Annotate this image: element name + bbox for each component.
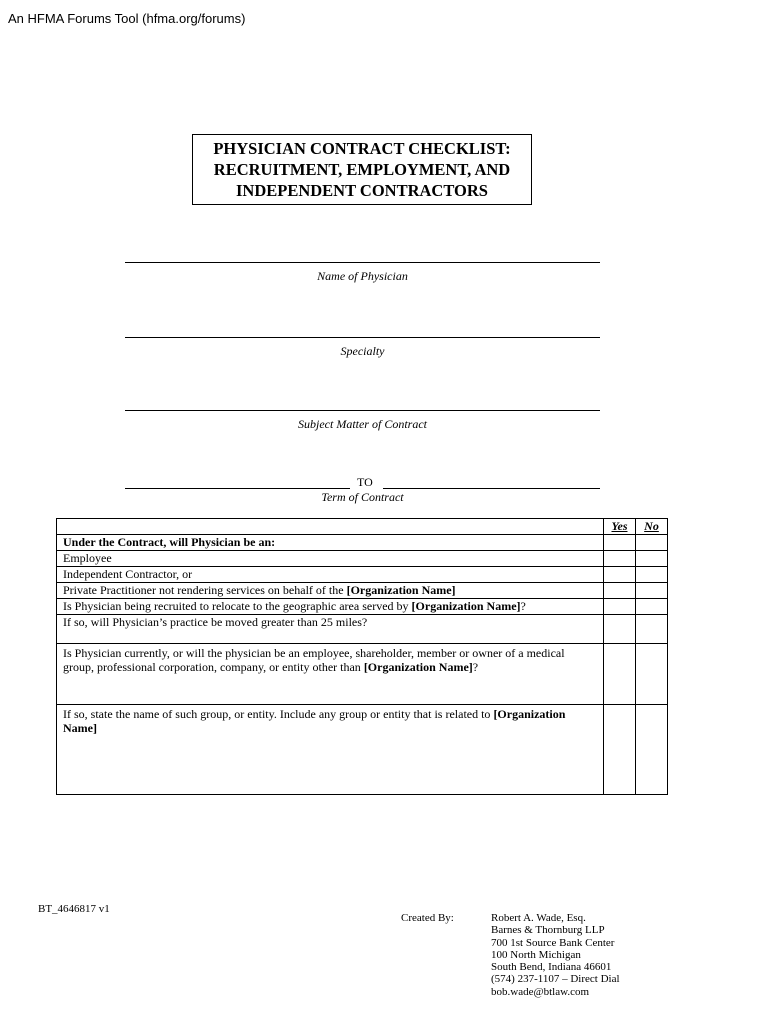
- author-address-block: [491, 912, 620, 998]
- no-checkbox-cell[interactable]: [636, 615, 668, 644]
- relocation-question: Is Physician being recruited to relocate to the geographic area served by [Organization Name]?: [57, 599, 604, 615]
- specialty-field: [125, 333, 600, 359]
- title-line-2: RECRUITMENT, EMPLOYMENT, AND: [213, 160, 511, 179]
- related-entity-question: If so, state the name of such group, or entity. Include any group or entity that is related to [Organization Name]: [57, 705, 604, 795]
- ownership-question: Is Physician currently, or will the physician be an employee, shareholder, member or owner of a medical group, professional corporation, company, or entity other than [Organization Name]?: [57, 644, 604, 705]
- org-name-placeholder: [Organization Name]: [346, 583, 456, 597]
- yes-checkbox-cell[interactable]: [604, 599, 636, 615]
- employment-type-heading: Under the Contract, will Physician be an:: [57, 535, 604, 551]
- created-by-label: Created By:: [401, 912, 454, 924]
- term-caption: Term of Contract: [321, 490, 404, 504]
- address-line: 100 North Michigan: [491, 948, 581, 961]
- term-start-line: [125, 488, 350, 489]
- term-to-label: TO: [357, 475, 373, 489]
- physician-name-line: [125, 262, 600, 263]
- yes-checkbox-cell[interactable]: [604, 535, 636, 551]
- checklist-row: [57, 599, 668, 615]
- term-end-line: [383, 488, 600, 489]
- org-name-placeholder: [Organization Name]: [363, 660, 473, 674]
- no-checkbox-cell[interactable]: [636, 583, 668, 599]
- email-address: bob.wade@btlaw.com: [491, 985, 590, 998]
- org-name-placeholder: [Organization Name]: [411, 599, 521, 613]
- term-row: [125, 475, 600, 489]
- checklist-row: [57, 551, 668, 567]
- specialty-line: [125, 337, 600, 338]
- physician-name-field: [125, 258, 600, 284]
- subject-matter-field: [125, 406, 600, 432]
- no-checkbox-cell[interactable]: [636, 599, 668, 615]
- option-independent-contractor: Independent Contractor, or: [57, 567, 604, 583]
- org-name-placeholder: [Organization Name]: [63, 707, 566, 735]
- question-header-cell: [57, 519, 604, 535]
- subject-matter-caption: Subject Matter of Contract: [298, 417, 427, 431]
- yes-checkbox-cell[interactable]: [604, 551, 636, 567]
- checklist-row: [57, 615, 668, 644]
- document-title-box: [192, 134, 532, 205]
- checklist-header-row: [57, 519, 668, 535]
- checklist-row: [57, 535, 668, 551]
- address-line: South Bend, Indiana 46601: [491, 961, 612, 974]
- yes-checkbox-cell[interactable]: [604, 583, 636, 599]
- no-checkbox-cell[interactable]: [636, 705, 668, 795]
- specialty-caption: Specialty: [340, 344, 385, 358]
- checklist-row: [57, 567, 668, 583]
- yes-checkbox-cell[interactable]: [604, 615, 636, 644]
- yes-header: Yes: [604, 519, 636, 535]
- yes-checkbox-cell[interactable]: [604, 567, 636, 583]
- yes-checkbox-cell[interactable]: [604, 644, 636, 705]
- title-line-1: PHYSICIAN CONTRACT CHECKLIST:: [213, 139, 511, 158]
- no-checkbox-cell[interactable]: [636, 567, 668, 583]
- checklist-row: [57, 644, 668, 705]
- title-line-3: INDEPENDENT CONTRACTORS: [236, 181, 488, 200]
- checklist-table: [56, 518, 668, 795]
- phone-number: (574) 237-1107 – Direct Dial: [491, 973, 620, 986]
- checklist-row: [57, 705, 668, 795]
- no-checkbox-cell[interactable]: [636, 551, 668, 567]
- distance-question: If so, will Physician’s practice be moved greater than 25 miles?: [57, 615, 604, 644]
- document-id: BT_4646817 v1: [38, 903, 110, 915]
- law-firm: Barnes & Thornburg LLP: [491, 924, 605, 937]
- yes-checkbox-cell[interactable]: [604, 705, 636, 795]
- subject-matter-line: [125, 410, 600, 411]
- header-note: An HFMA Forums Tool (hfma.org/forums): [8, 11, 246, 26]
- no-checkbox-cell[interactable]: [636, 644, 668, 705]
- physician-name-caption: Name of Physician: [317, 269, 408, 283]
- address-line: 700 1st Source Bank Center: [491, 936, 615, 949]
- no-checkbox-cell[interactable]: [636, 535, 668, 551]
- no-header: No: [636, 519, 668, 535]
- checklist-row: [57, 583, 668, 599]
- author-name: Robert A. Wade, Esq.: [491, 912, 586, 924]
- option-private-practitioner: Private Practitioner not rendering services on behalf of the [Organization Name]: [57, 583, 604, 599]
- option-employee: Employee: [57, 551, 604, 567]
